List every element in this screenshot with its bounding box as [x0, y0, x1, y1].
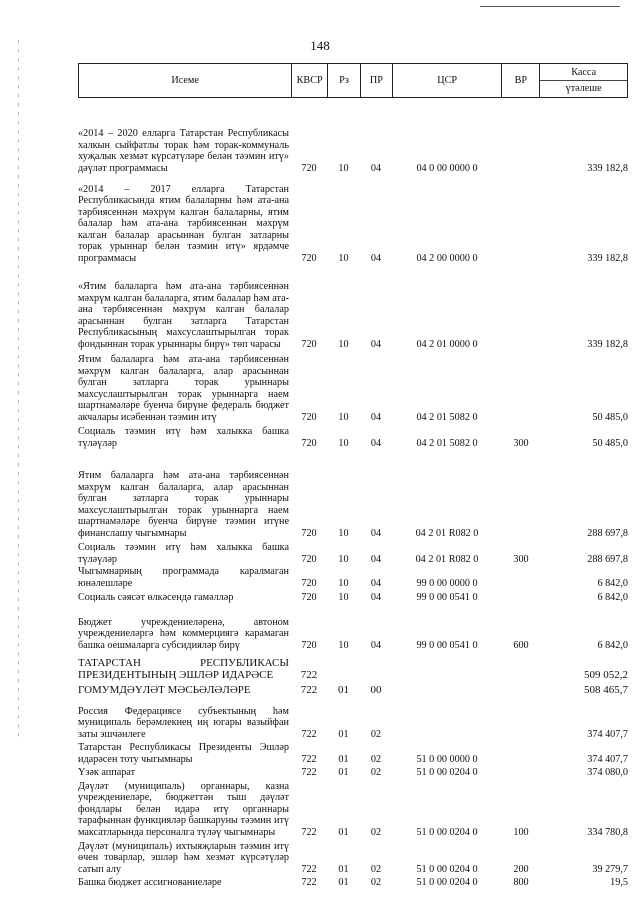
table-row: [78, 589, 628, 603]
row-rz: 10: [338, 527, 349, 539]
header-kassa-line2: үтәлеше: [565, 83, 602, 94]
row-amount: 508 465,7: [584, 683, 628, 696]
row-kvsr: 720: [301, 553, 317, 565]
row-kvsr: 720: [301, 639, 317, 651]
row-rz: 01: [338, 753, 349, 765]
row-pr: 04: [370, 162, 382, 174]
row-name: Социаль тәэмин итү һәм халыкка башка түләүләр: [78, 542, 289, 565]
row-kvsr: 722: [301, 863, 317, 875]
row-kvsr: 720: [301, 591, 317, 603]
table-row: [78, 765, 628, 778]
row-amount: 374 407,7: [587, 728, 628, 740]
row-csr: 04 2 00 0000 0: [416, 252, 478, 264]
row-kvsr: 722: [301, 728, 317, 740]
row-kvsr: 720: [301, 252, 317, 264]
table-row: [78, 350, 628, 423]
row-name: Россия Федерациясе субъектының һәм муниципаль берәмлекнең иң югары вазыйфаи заты эшчәнлеге: [78, 705, 289, 740]
table-row: [78, 539, 628, 565]
row-pr: 02: [370, 826, 382, 838]
row-name: Социаль тәэмин итү һәм халыкка башка түләүләр: [78, 426, 289, 449]
row-rz: 10: [338, 338, 349, 350]
row-name: Социаль сәясәт өлкәсендә гамәлләр: [78, 591, 234, 603]
row-amount: 50 485,0: [592, 437, 628, 449]
row-csr: 51 0 00 0000 0: [416, 753, 478, 765]
row-name: Ятим балаларга һәм ата-ана тәрбиясеннән мәхрүм калган балаларга, алар арасыннан булган затларга торак урыннары махсуслаштырылган торак урыннарга наем шартнамәләре буенча бирүне тәэмин итүне финанслашу чыгымнары: [78, 470, 289, 539]
row-name: Дәүләт (муниципаль) ихтыяҗларын тәэмин итү өчен товарлар, эшләр һәм хезмәт күрсәтүләр сатып алу: [78, 840, 289, 875]
row-kvsr: 720: [301, 411, 317, 423]
table-row: [78, 740, 628, 765]
row-amount: 339 182,8: [587, 162, 628, 174]
table-row: [78, 875, 628, 888]
row-pr: 04: [370, 437, 382, 449]
table-row: [78, 681, 628, 696]
table-row: [78, 565, 628, 589]
row-rz: 10: [338, 577, 349, 589]
row-rz: 10: [338, 591, 349, 603]
row-name: Башка бюджет ассигнованиеләре: [78, 876, 222, 888]
table-row: [78, 449, 628, 539]
row-csr: 04 0 00 0000 0: [416, 162, 478, 174]
header-vr: ВР: [501, 64, 539, 97]
top-rule: [480, 6, 620, 7]
table-body: [78, 98, 628, 888]
row-name: Татарстан Республикасы Президенты Эшләр идарәсен тоту чыгымнары: [78, 742, 289, 765]
row-name: «Ятим балаларга һәм ата-ана тәрбиясеннән мәхрүм калган балаларга, ятим балалар һәм ата-ана тәрбиясеннән мәхрүм калган балалар арасыннан булган затларга Татарстан Республикасының махсуслаштырылган торак фондыннан торак урыннары бирү» төп чарасы: [78, 281, 289, 350]
row-csr: 04 2 01 0000 0: [416, 338, 478, 350]
row-amount: 39 279,7: [592, 863, 628, 875]
row-rz: 01: [338, 683, 349, 696]
row-vr: 200: [513, 863, 529, 875]
row-pr: 04: [370, 639, 382, 651]
row-kvsr: 722: [300, 668, 318, 681]
header-name: Исеме: [171, 74, 199, 86]
row-csr: 04 2 01 R082 0: [415, 527, 479, 539]
row-pr: 02: [370, 863, 382, 875]
row-rz: 01: [338, 876, 349, 888]
row-vr: 600: [513, 639, 529, 651]
row-kvsr: 722: [301, 876, 317, 888]
row-rz: 10: [338, 639, 349, 651]
row-vr: 800: [513, 876, 529, 888]
row-pr: 02: [370, 753, 382, 765]
row-rz: 10: [338, 162, 349, 174]
row-csr: 51 0 00 0204 0: [416, 863, 478, 875]
row-csr: 99 0 00 0541 0: [416, 591, 478, 603]
row-rz: 10: [338, 252, 349, 264]
row-csr: 99 0 00 0000 0: [416, 577, 478, 589]
row-amount: 334 780,8: [587, 826, 628, 838]
header-kvsr: КВСР: [291, 64, 327, 97]
row-kvsr: 720: [301, 437, 317, 449]
row-name: Бюджет учреждениеләренә, автоном учреждениеләргә һәм коммерциягә карамаган башка оешмаларга субсидияләр бирү: [78, 616, 289, 651]
header-csr: ЦСР: [392, 64, 502, 97]
header-kassa-underline: [540, 80, 627, 81]
table-row: [78, 778, 628, 838]
row-amount: 6 842,0: [597, 639, 628, 651]
row-amount: 288 697,8: [587, 527, 628, 539]
row-amount: 509 052,2: [584, 668, 628, 681]
table-row: [78, 264, 628, 350]
row-kvsr: 720: [301, 162, 317, 174]
row-name: ТАТАРСТАН РЕСПУБЛИКАСЫ ПРЕЗИДЕНТЫНЫҢ ЭШЛӘР ИДАРӘСЕ: [78, 657, 289, 681]
budget-table: [78, 63, 628, 888]
table-row: [78, 696, 628, 740]
row-name: Ятим балаларга һәм ата-ана тәрбиясеннән мәхрүм калган балаларга, алар арасыннан булган затларга торак урыннары махсуслаштырылган торак урыннарга наем шартнамәләре буенча бирүне федераль бюджет акчалары исәбеннән тәэмин итү: [78, 354, 289, 423]
row-vr: 300: [513, 437, 529, 449]
row-amount: 374 080,0: [587, 766, 628, 778]
row-rz: 01: [338, 826, 349, 838]
row-pr: 04: [370, 338, 382, 350]
row-csr: 04 2 01 5082 0: [416, 437, 478, 449]
row-pr: 04: [370, 411, 382, 423]
row-amount: 6 842,0: [597, 591, 628, 603]
header-kassa: [539, 64, 627, 97]
table-row: [78, 98, 628, 174]
row-pr: 02: [370, 876, 382, 888]
row-vr: 100: [513, 826, 529, 838]
table-row: [78, 174, 628, 264]
row-rz: 10: [338, 411, 349, 423]
row-rz: 01: [338, 766, 349, 778]
row-vr: 300: [513, 553, 529, 565]
row-name: ГОМУМДӘҮЛӘТ МӘСЬӘЛӘЛӘРЕ: [78, 683, 251, 696]
table-row: [78, 838, 628, 875]
row-pr: 04: [370, 252, 382, 264]
row-csr: 51 0 00 0204 0: [416, 766, 478, 778]
row-csr: 51 0 00 0204 0: [416, 826, 478, 838]
table-header: [78, 63, 628, 98]
row-pr: 04: [370, 591, 382, 603]
row-csr: 51 0 00 0204 0: [416, 876, 478, 888]
row-name: «2014 – 2020 елларга Татарстан Республикасы халкын сыйфатлы торак һәм торак-коммуналь хуҗалык хезмәт күрсәтүләре белән тәэмин итү» дәүләт программасы: [78, 128, 289, 174]
row-pr: 00: [370, 683, 382, 696]
row-amount: 339 182,8: [587, 338, 628, 350]
row-pr: 02: [370, 766, 382, 778]
row-amount: 374 407,7: [587, 753, 628, 765]
table-row: [78, 651, 628, 681]
row-csr: 99 0 00 0541 0: [416, 639, 478, 651]
row-name: «2014 – 2017 елларга Татарстан Республикасында ятим балаларны һәм ата-ана тәрбиясеннән мәхрүм калган балаларны, ятим балалар һәм ата-ана тәрбиясеннән мәхрүм калган балалар арасыннан булган затларны торак урыннар белән тәэмин итү» ярдәмче программасы: [78, 183, 289, 264]
row-amount: 6 842,0: [597, 577, 628, 589]
row-name: Үзәк аппарат: [78, 766, 136, 778]
row-name: Дәүләт (муниципаль) органнары, казна учреждениеләре, бюджеттән тыш дәүләт фондлары белән идарә итү органнары тарафыннан функцияләр башкаруны тәэмин итү максатларында персоналга түләү чыгымнары: [78, 780, 289, 838]
row-kvsr: 720: [301, 338, 317, 350]
table-row: [78, 603, 628, 651]
row-kvsr: 722: [301, 826, 317, 838]
row-kvsr: 722: [300, 683, 318, 696]
row-kvsr: 722: [301, 753, 317, 765]
row-rz: 10: [338, 553, 349, 565]
header-pr: ПР: [360, 64, 392, 97]
row-amount: 50 485,0: [592, 411, 628, 423]
row-rz: 01: [338, 728, 349, 740]
row-csr: 04 2 01 R082 0: [415, 553, 479, 565]
row-pr: 02: [370, 728, 382, 740]
row-pr: 04: [370, 527, 382, 539]
row-amount: 19,5: [610, 876, 628, 888]
row-csr: 04 2 01 5082 0: [416, 411, 478, 423]
table-row: [78, 423, 628, 449]
row-pr: 04: [370, 553, 382, 565]
row-rz: 10: [338, 437, 349, 449]
row-kvsr: 722: [301, 766, 317, 778]
row-amount: 339 182,8: [587, 252, 628, 264]
row-pr: 04: [370, 577, 382, 589]
binding-margin: [18, 40, 19, 740]
page-number: 148: [310, 38, 330, 53]
row-kvsr: 720: [301, 577, 317, 589]
header-kassa-line1: Касса: [571, 66, 597, 78]
row-rz: 01: [338, 863, 349, 875]
row-name: Чыгымнарның программада каралмаган юнәлешләре: [78, 566, 289, 589]
header-rz: Рз: [327, 64, 360, 97]
row-kvsr: 720: [301, 527, 317, 539]
row-amount: 288 697,8: [587, 553, 628, 565]
